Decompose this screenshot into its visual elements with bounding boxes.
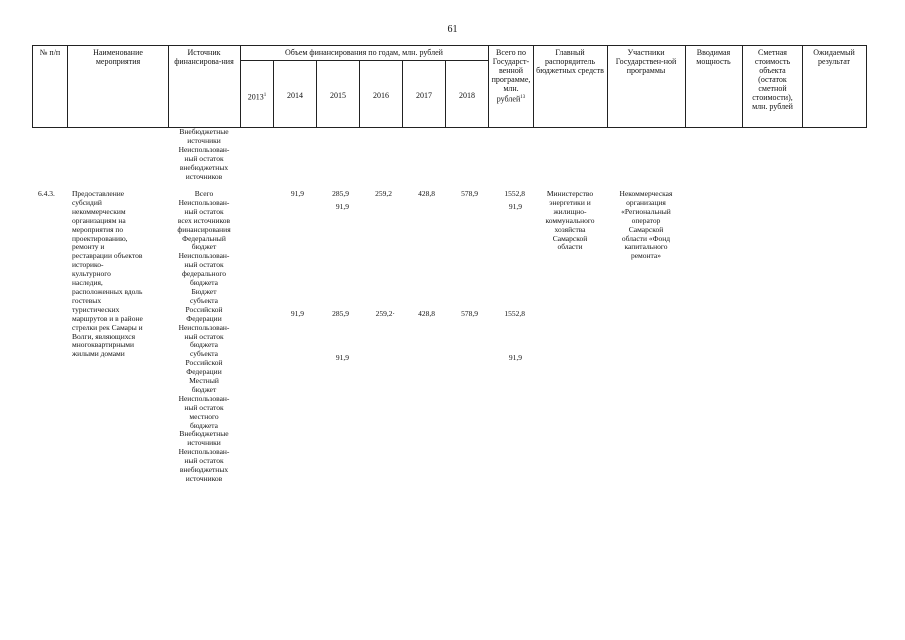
continuation-sources: Внебюджетные источники Неиспользован- ный остаток внебюджетных источников [178,127,230,181]
header-source: Источник финансирова-ния [174,48,234,66]
header-cost: Сметная стоимость объекта (остаток сметной стоимости), млн. рублей [752,48,793,111]
value-total-all: 1552,8 [504,189,525,198]
col-border [67,45,68,128]
value-regional-2017: 428,8 [418,309,435,318]
value-regional-2018: 578,9 [461,309,478,318]
value-total-2014: 91,9 [290,189,304,198]
header-result: Ожидаемый результат [813,48,855,66]
page-number: 61 [447,24,458,35]
header-volume-divider [240,60,488,61]
col-border [866,45,867,128]
row-name: Предоставление субсидий некоммерческим организациям на мероприятия по проектированию, ремонту и реставрации объектов историко- культурного наследия, расположенных вдоль гостевых туристических маршрутов и в районе стрелки рек Самары и Волги, являющихся многоквартирными жилыми домами [72,189,143,359]
value-regional-total: 1552,8 [504,309,525,318]
value-total-2016: 259,2 [375,189,392,198]
header-year-2018: 2018 [459,91,475,100]
value-regional-2015: 285,9 [332,309,349,318]
header-year-2014: 2014 [287,91,303,100]
header-year-2016: 2016 [373,91,389,100]
col-border [685,45,686,128]
value-regional-2014: 91,9 [290,309,304,318]
value-remainder-total: 91,9 [508,202,522,211]
col-border [240,45,241,128]
value-remainder-2015: 91,9 [335,202,349,211]
col-border [802,45,803,128]
header-name: Наименование мероприятия [93,48,143,66]
value-regional-remainder-total: 91,9 [508,353,522,362]
value-regional-2016: 259,2· [375,309,395,318]
row-participants: Некоммерческая организация «Региональный оператор Самарской области «Фонд капитального ремонта» [619,189,673,261]
header-year-2017: 2017 [416,91,432,100]
col-border [32,45,33,128]
col-border [168,45,169,128]
col-border [533,45,534,128]
header-participants: Участники Государствен-ной программы [615,48,677,75]
header-top-border [32,45,866,46]
header-volume: Объем финансирования по годам, млн. рублей [285,48,443,57]
header-capacity: Вводимая мощность [696,48,731,66]
row-manager: Министерство энергетики и жилищно- коммунального хозяйства Самарской области [545,189,595,252]
header-year-2015: 2015 [330,91,346,100]
row-sources: Всего Неиспользован- ный остаток всех источников финансирования Федеральный бюджет Неиспользован- ный остаток федерального бюджета Бюджет субъекта Российской Федерации Неиспользован- ный остаток бюджета субъекта Российской Федерации Местный бюджет Неиспользован- ный остаток местного бюджета Внебюджетные источники Неиспользован- ный остаток внебюджетных источников [177,189,231,483]
header-bottom-border [32,127,866,128]
value-total-2015: 285,9 [332,189,349,198]
header-manager: Главный распорядитель бюджетных средств [536,48,604,75]
value-total-2018: 578,9 [461,189,478,198]
row-number: 6.4.3. [38,189,55,198]
header-year-2013: 2013$^1$ [247,92,267,102]
col-border [742,45,743,128]
value-total-2017: 428,8 [418,189,435,198]
value-regional-remainder-2015: 91,9 [335,353,349,362]
col-border [607,45,608,128]
header-total: Всего по Государст-венной программе, млн. рублей$^{13}$ [491,48,531,104]
header-number: № п/п [39,48,61,57]
